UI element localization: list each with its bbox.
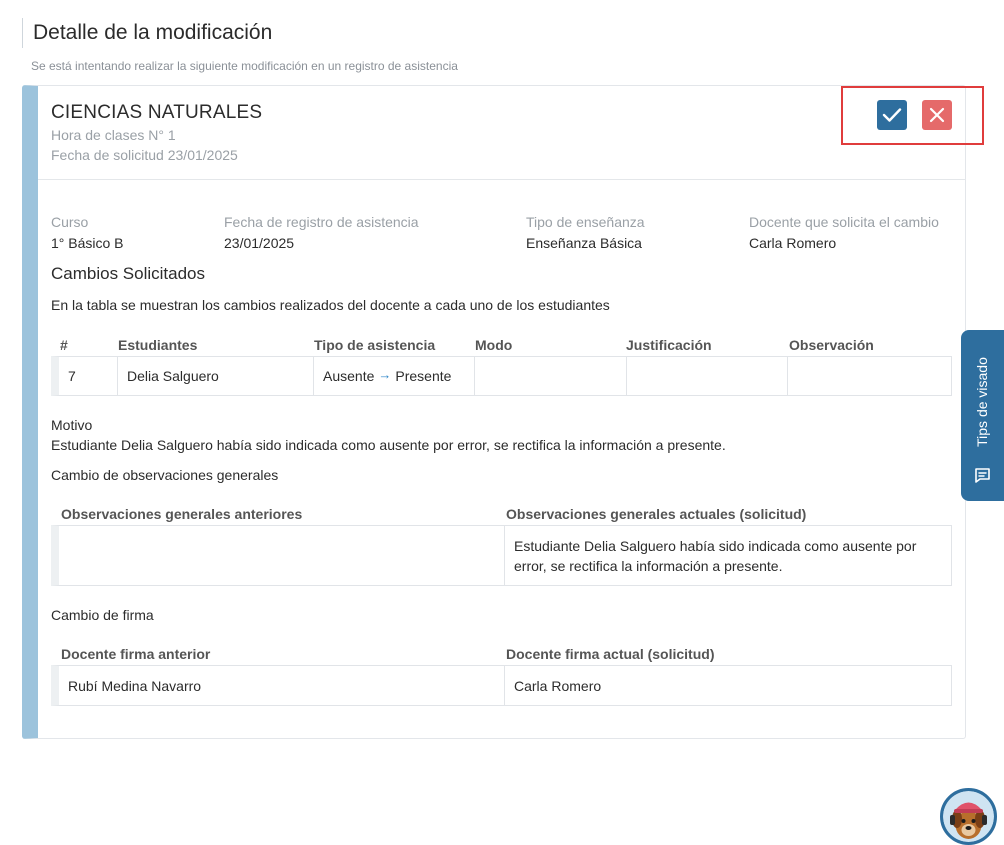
- card-header: [38, 86, 966, 180]
- modification-card: [22, 85, 966, 739]
- page-title: Detalle de la modificación: [33, 21, 273, 44]
- info-label: Fecha de registro de asistencia: [224, 214, 419, 230]
- cell-current-observations: Estudiante Delia Salguero había sido indicada como ausente por error, se rectifica la información a presente.: [504, 526, 952, 585]
- cell-previous-signature: Rubí Medina Navarro: [68, 678, 202, 694]
- table-row: [51, 665, 952, 706]
- page-header: [22, 18, 272, 48]
- table-header: [51, 334, 952, 356]
- signature-change-title: Cambio de firma: [51, 607, 154, 623]
- info-register-date: [224, 214, 419, 251]
- col-header-previous-observations: Observaciones generales anteriores: [61, 506, 303, 522]
- table-row: [51, 525, 952, 586]
- visa-tips-label: Tips de visado: [974, 357, 990, 447]
- cell-observation: [787, 357, 951, 395]
- info-value: 23/01/2025: [224, 235, 295, 251]
- visa-tips-tab[interactable]: [961, 330, 1004, 501]
- subject-title: CIENCIAS NATURALES: [51, 102, 263, 123]
- col-header-current-observations: Observaciones generales actuales (solicitud): [506, 506, 807, 522]
- cell-number: 7: [68, 368, 76, 384]
- cell-student: Delia Salguero: [117, 357, 313, 395]
- col-header-current-signature: Docente firma actual (solicitud): [506, 646, 715, 662]
- table-row: [51, 356, 952, 396]
- info-label: Docente que solicita el cambio: [749, 214, 939, 230]
- col-header-justification: Justificación: [626, 337, 712, 353]
- user-avatar[interactable]: [940, 788, 997, 845]
- info-label: Curso: [51, 214, 89, 230]
- close-icon: [929, 107, 945, 123]
- col-header-students: Estudiantes: [118, 337, 198, 353]
- changes-title: Cambios Solicitados: [51, 264, 206, 283]
- info-value: Carla Romero: [749, 235, 837, 251]
- cell-attendance-change: [313, 357, 474, 395]
- check-icon: [882, 107, 902, 123]
- col-header-mode: Modo: [475, 337, 513, 353]
- cell-previous-observations: [59, 526, 504, 585]
- attendance-to: Presente: [395, 368, 452, 384]
- attendance-from: Ausente: [323, 368, 375, 384]
- changes-table: [51, 334, 952, 396]
- col-header-previous-signature: Docente firma anterior: [61, 646, 211, 662]
- table-header: [51, 643, 952, 665]
- info-requesting-teacher: [749, 214, 939, 251]
- chat-icon: [974, 467, 991, 484]
- changes-description: En la tabla se muestran los cambios realizados del docente a cada uno de los estudiantes: [51, 297, 610, 313]
- col-header-observation: Observación: [789, 337, 874, 353]
- observations-change-title: Cambio de observaciones generales: [51, 467, 279, 483]
- col-header-attendance-type: Tipo de asistencia: [314, 337, 436, 353]
- actions-highlight: [841, 86, 984, 145]
- cell-justification: [626, 357, 787, 395]
- cell-mode: [474, 357, 626, 395]
- approve-button[interactable]: [877, 100, 907, 130]
- info-label: Tipo de enseñanza: [526, 214, 645, 230]
- info-teaching-type: [526, 214, 645, 251]
- col-header-number: #: [60, 337, 68, 353]
- reason-label: Motivo: [51, 417, 93, 433]
- page-subtitle: Se está intentando realizar la siguiente modificación en un registro de asistencia: [31, 59, 458, 73]
- info-course: [51, 214, 124, 251]
- dog-avatar-icon: [943, 791, 994, 842]
- arrow-right-icon: →: [378, 367, 392, 382]
- observations-table: [51, 503, 952, 586]
- table-header: [51, 503, 952, 525]
- cell-current-signature: Carla Romero: [504, 666, 952, 705]
- reason-text: Estudiante Delia Salguero había sido indicada como ausente por error, se rectifica la información a presente.: [51, 437, 726, 453]
- signature-table: [51, 643, 952, 706]
- request-date: Fecha de solicitud 23/01/2025: [51, 147, 238, 163]
- info-value: Enseñanza Básica: [526, 235, 642, 251]
- info-value: 1° Básico B: [51, 235, 124, 251]
- reject-button[interactable]: [922, 100, 952, 130]
- class-hour: Hora de clases N° 1: [51, 127, 176, 143]
